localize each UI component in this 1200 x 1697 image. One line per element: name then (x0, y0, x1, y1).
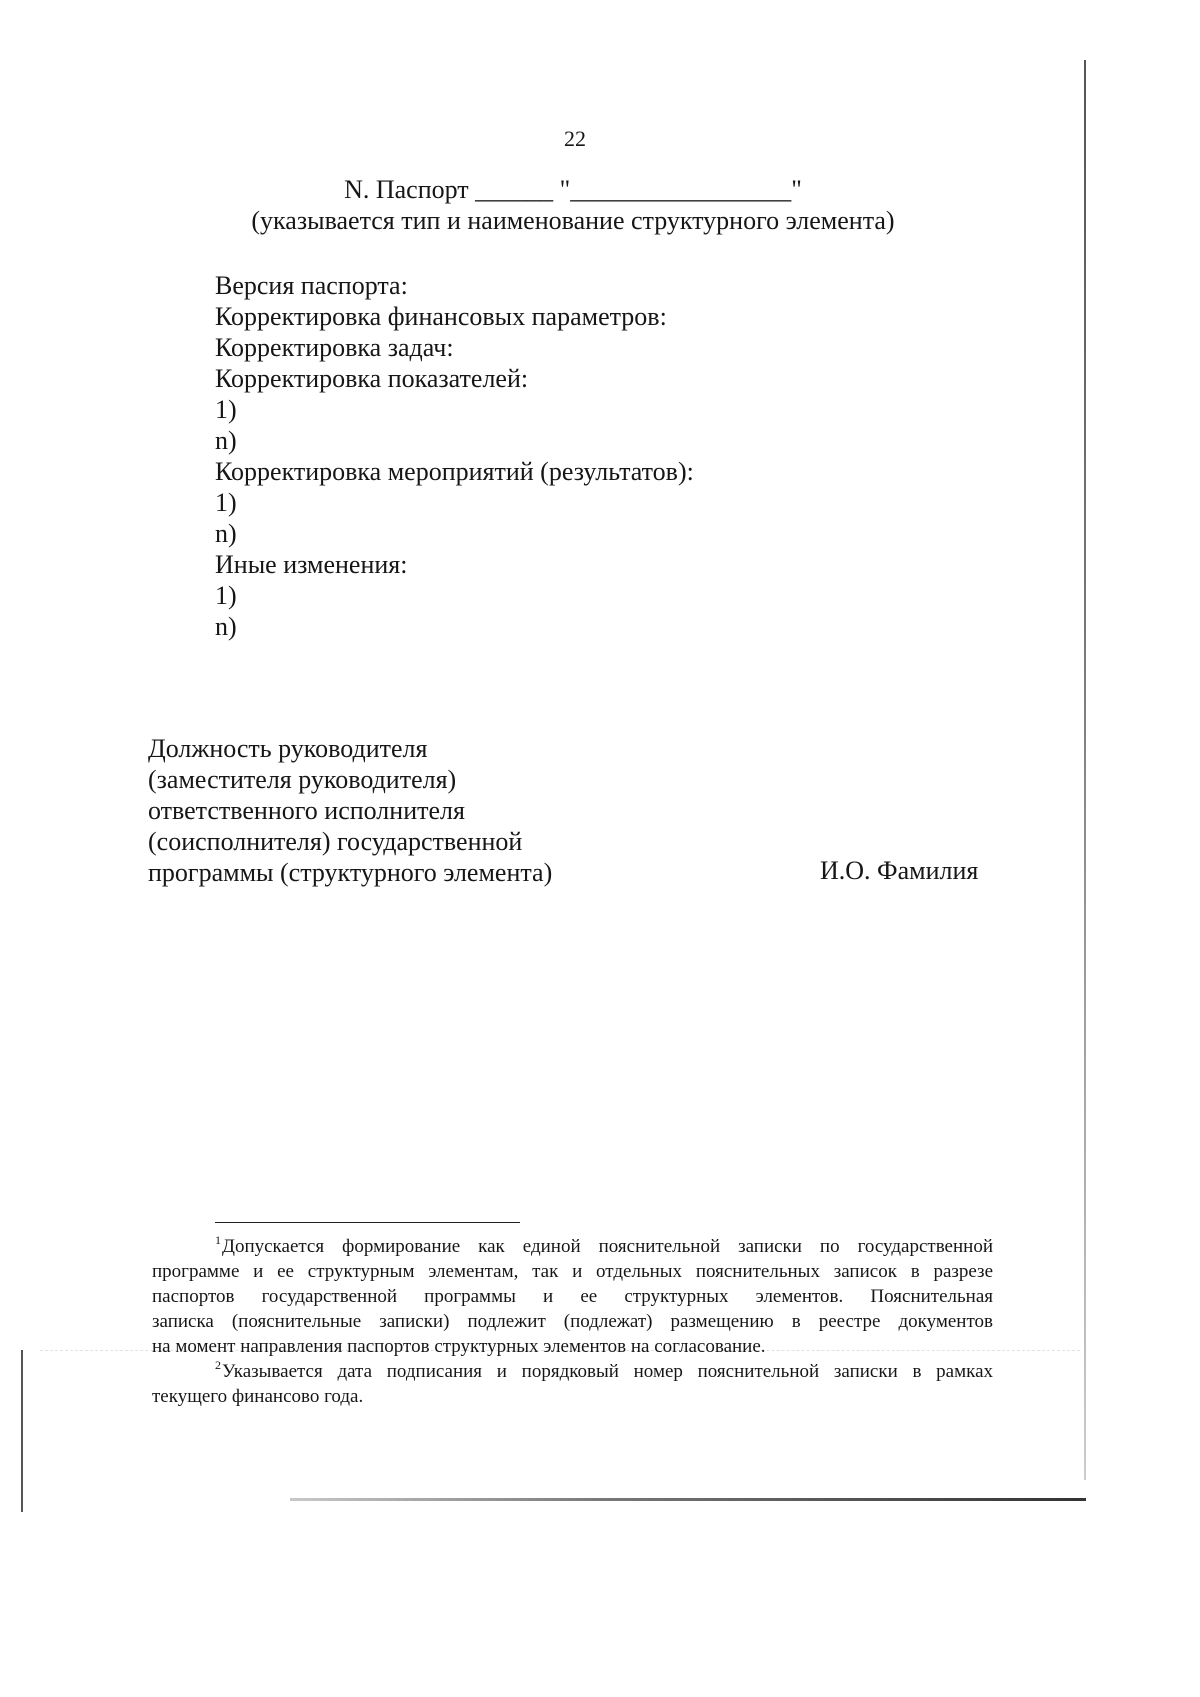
signature-position-line: Должность руководителя (148, 734, 428, 763)
change-list-item: 1) (215, 488, 237, 517)
change-list-item: Корректировка показателей: (215, 364, 529, 393)
signature-position-line: ответственного исполнителя (148, 796, 465, 825)
change-list-item: n) (215, 519, 237, 548)
page-number: 22 (564, 126, 586, 151)
signature-position-line: программы (структурного элемента) (148, 858, 553, 887)
footnote-line: записка (пояснительные записки) подлежит (подлежат) размещению в реестре документов (152, 1311, 993, 1332)
footnote-mark: 2 (215, 1358, 221, 1372)
change-list-item: Корректировка задач: (215, 333, 454, 362)
change-list-item: Иные изменения: (215, 550, 408, 579)
footnote-2 (152, 1359, 993, 1409)
change-list-item: n) (215, 612, 237, 641)
signer-name: И.О. Фамилия (820, 856, 979, 885)
footnote-rule (215, 1222, 520, 1223)
change-list (215, 270, 975, 642)
footnote-text: Допускается формирование как единой пояснительной записки по государственной (222, 1236, 993, 1257)
footnote-text: Указывается дата подписания и порядковый номер пояснительной записки в рамках (222, 1361, 993, 1382)
change-list-item: n) (215, 426, 237, 455)
footnote-line: на момент направления паспортов структурных элементов на согласование. (152, 1336, 766, 1357)
footnote-1 (152, 1234, 993, 1359)
footnote-line (152, 1234, 993, 1259)
passport-title: N. Паспорт ______ "_________________" (344, 175, 802, 204)
footnotes (152, 1234, 993, 1409)
footnote-line: текущего финансово года. (152, 1386, 364, 1407)
scan-left-edge-line (21, 1350, 23, 1512)
change-list-item: Корректировка финансовых параметров: (215, 302, 667, 331)
footnote-line: паспортов государственной программы и ее структурных элементов. Пояснительная (152, 1286, 993, 1307)
scan-bottom-edge-line (290, 1498, 1086, 1501)
passport-heading (173, 174, 973, 236)
change-list-item: Корректировка мероприятий (результатов): (215, 457, 694, 486)
passport-subtitle: (указывается тип и наименование структурного элемента) (251, 206, 895, 235)
footnote-line (152, 1359, 993, 1384)
scan-right-edge-line (1084, 60, 1086, 1480)
signature-position-line: (соисполнителя) государственной (148, 827, 523, 856)
signature-position-line: (заместителя руководителя) (148, 765, 457, 794)
footnote-line: программе и ее структурным элементам, так и отдельных пояснительных записок в разрезе (152, 1261, 993, 1282)
signature-position (148, 733, 708, 888)
change-list-item: 1) (215, 581, 237, 610)
change-list-item: 1) (215, 395, 237, 424)
change-list-item: Версия паспорта: (215, 271, 408, 300)
footnote-mark: 1 (215, 1233, 221, 1247)
